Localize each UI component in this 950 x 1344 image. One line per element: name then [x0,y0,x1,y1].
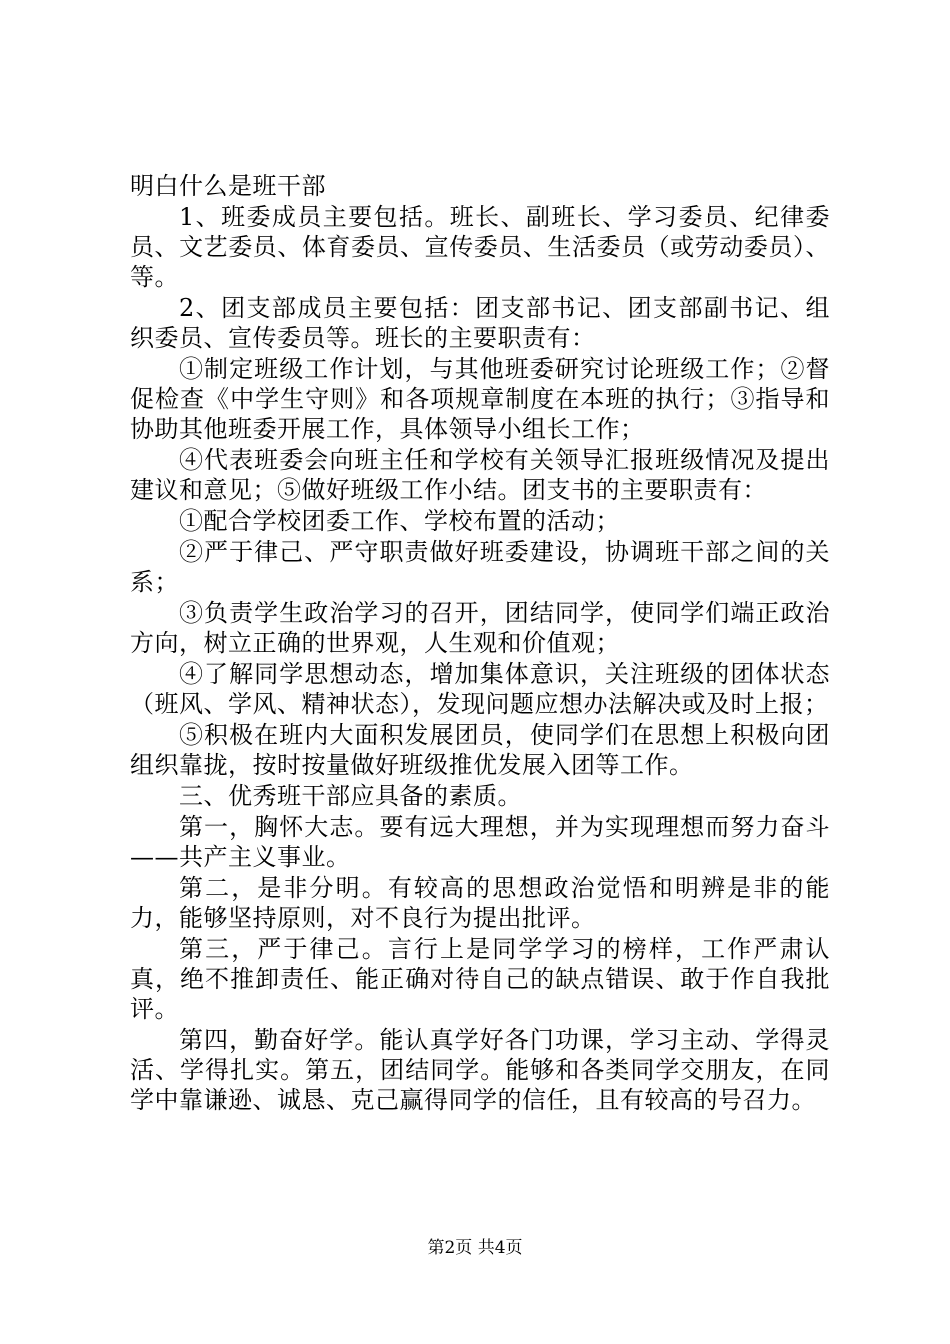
paragraph: ①制定班级工作计划，与其他班委研究讨论班级工作；②督促检查《中学生守则》和各项规章制度在本班的执行；③指导和协助其他班委开展工作，具体领导小组长工作； [130,355,830,443]
paragraph-heading: 明白什么是班干部 [130,172,326,200]
page-number: 第2页 共4页 [427,1238,523,1258]
page-footer [0,1237,950,1259]
paragraph: 第三，严于律己。言行上是同学学习的榜样，工作严肃认真，绝不推卸责任、能正确对待自己的缺点错误、敢于作自我批评。 [130,935,830,1023]
section-heading: 三、优秀班干部应具备的素质。 [179,782,522,810]
paragraph: ③负责学生政治学习的召开，团结同学，使同学们端正政治方向，树立正确的世界观，人生观和价值观； [130,599,830,657]
paragraph: ①配合学校团委工作、学校布置的活动； [179,507,620,535]
paragraph: ⑤积极在班内大面积发展团员，使同学们在思想上积极向团组织靠拢，按时按量做好班级推优发展入团等工作。 [130,721,830,779]
paragraph: ④代表班委会向班主任和学校有关领导汇报班级情况及提出建议和意见；⑤做好班级工作小结。团支书的主要职责有： [130,446,830,504]
paragraph: ④了解同学思想动态，增加集体意识，关注班级的团体状态（班风、学风、精神状态），发现问题应想办法解决或及时上报； [130,660,830,718]
paragraph: 第一，胸怀大志。要有远大理想，并为实现理想而努力奋斗——共产主义事业。 [130,813,830,871]
paragraph: 1、班委成员主要包括。班长、副班长、学习委员、纪律委员、文艺委员、体育委员、宣传委员、生活委员（或劳动委员）、等。 [130,203,830,291]
paragraph: 2、团支部成员主要包括：团支部书记、团支部副书记、组织委员、宣传委员等。班长的主要职责有： [130,294,830,352]
document-body [130,171,830,1116]
paragraph: ②严于律己、严守职责做好班委建设，协调班干部之间的关系； [130,538,830,596]
paragraph: 第四，勤奋好学。能认真学好各门功课，学习主动、学得灵活、学得扎实。第五，团结同学。能够和各类同学交朋友，在同学中靠谦逊、诚恳、克己赢得同学的信任，且有较高的号召力。 [130,1026,830,1114]
paragraph: 第二，是非分明。有较高的思想政治觉悟和明辨是非的能力，能够坚持原则，对不良行为提出批评。 [130,874,830,932]
